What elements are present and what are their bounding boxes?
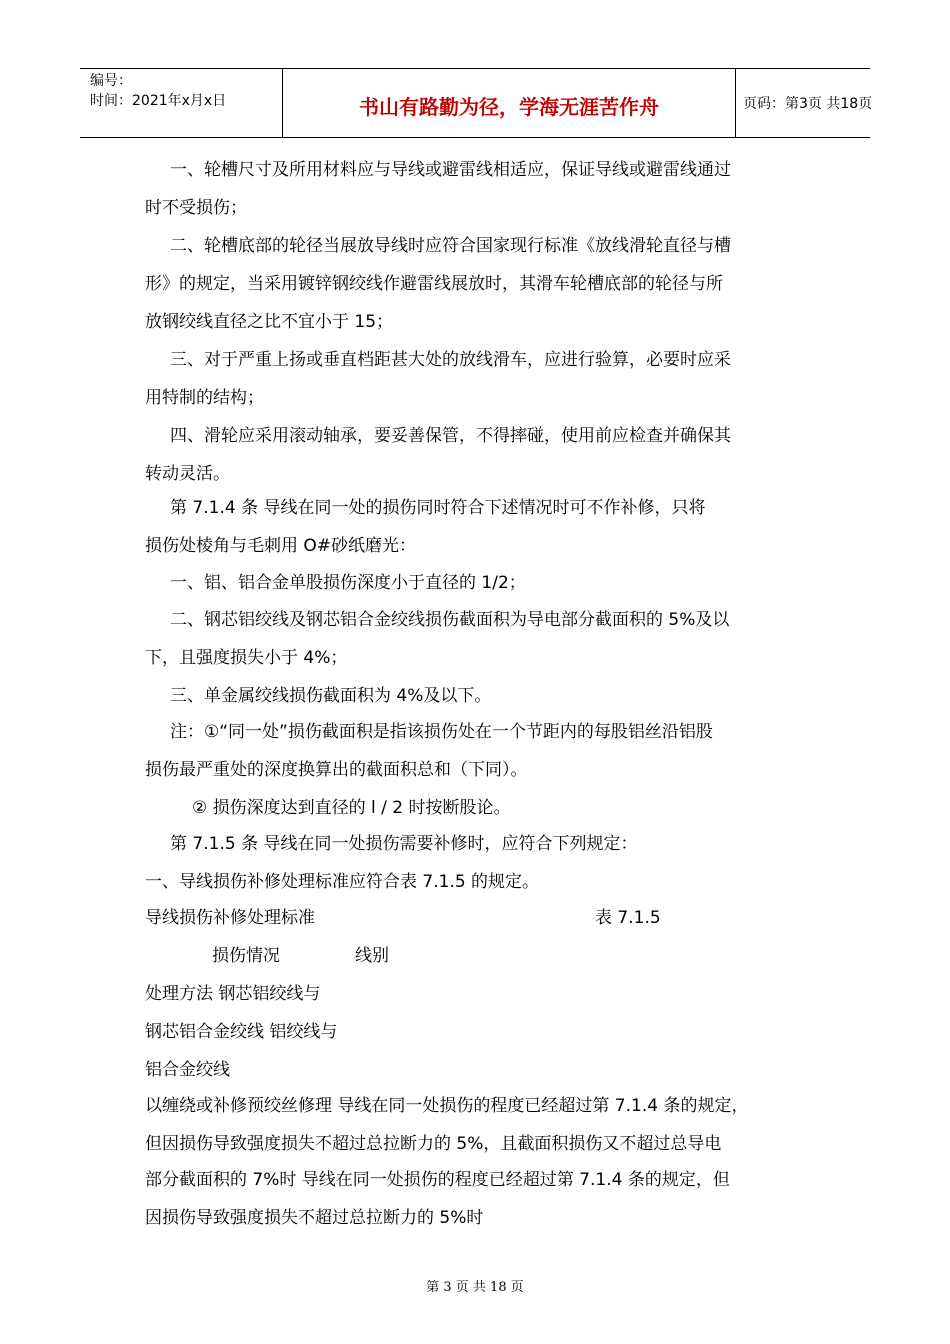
text-line: 三、单金属绞线损伤截面积为 4%及以下。 [170,686,492,706]
text-line: 形》的规定，当采用镀锌钢绞线作避雷线展放时，其滑车轮槽底部的轮径与所 [145,274,723,294]
header-motto-cell [282,69,736,137]
number-label: 编号： [90,73,132,89]
table-header-cell: 线别 [355,946,389,966]
page-header [80,68,873,138]
text-line: 损伤处棱角与毛刺用 O#砂纸磨光： [145,536,417,556]
text-line: 一、轮槽尺寸及所用材料应与导线或避雷线相适应，保证导线或避雷线通过 [170,160,731,180]
table-text: 钢芯铝合金绞线 铝绞线与 [145,1022,338,1042]
text-line: 二、钢芯铝绞线及钢芯铝合金绞线损伤截面积为导电部分截面积的 5%及以 [170,610,730,630]
table-text: 铝合金绞线 [145,1060,230,1080]
header-left-cell [80,69,282,137]
article-heading: 第 7.1.5 条 导线在同一处损伤需要补修时，应符合下列规定： [170,834,638,854]
text-line: 四、滑轮应采用滚动轴承，要妥善保管，不得摔碰，使用前应检查并确保其 [170,426,731,446]
table-number: 表 7.1.5 [595,908,661,928]
text-line: 一、导线损伤补修处理标准应符合表 7.1.5 的规定。 [145,872,540,892]
text-line: 用特制的结构； [145,388,264,408]
page-footer: 第 3 页 共 18 页 [426,1280,524,1295]
time-label: 时间：2021年x月x日 [90,93,227,109]
table-text: 因损伤导致强度损失不超过总拉断力的 5%时 [145,1208,484,1228]
text-line: 二、轮槽底部的轮径当展放导线时应符合国家现行标准《放线滑轮直径与槽 [170,236,731,256]
article-heading: 第 7.1.4 条 导线在同一处的损伤同时符合下述情况时可不作补修，只将 [170,498,706,518]
text-line: 转动灵活。 [145,464,230,484]
note-line: 注：①“同一处”损伤截面积是指该损伤处在一个节距内的每股铝丝沿铝股 [170,722,713,742]
note-line: ② 损伤深度达到直径的 l / 2 时按断股论。 [192,798,511,818]
page-label: 页码：第3页 共18页 [743,96,873,112]
table-caption: 导线损伤补修处理标准 [145,908,315,928]
text-line: 放钢绞线直径之比不宜小于 15； [145,312,394,332]
note-line: 损伤最严重处的深度换算出的截面积总和（下同）。 [145,760,528,780]
table-header-cell: 损伤情况 [212,946,280,966]
text-line: 三、对于严重上扬或垂直档距甚大处的放线滑车，应进行验算，必要时应采 [170,350,731,370]
table-text: 以缠绕或补修预绞丝修理 导线在同一处损伤的程度已经超过第 7.1.4 条的规定， [145,1096,749,1116]
motto: 书山有路勤为径，学海无涯苦作舟 [359,95,659,119]
table-text: 但因损伤导致强度损失不超过总拉断力的 5%，且截面积损伤又不超过总导电 [145,1134,722,1154]
table-text: 处理方法 钢芯铝绞线与 [145,984,321,1004]
table-text: 部分截面积的 7%时 导线在同一处损伤的程度已经超过第 7.1.4 条的规定，但 [145,1170,730,1190]
text-line: 一、铝、铝合金单股损伤深度小于直径的 1/2； [170,573,526,593]
text-line: 时不受损伤； [145,198,247,218]
text-line: 下，且强度损失小于 4%； [145,648,348,668]
header-page-cell [735,69,873,137]
